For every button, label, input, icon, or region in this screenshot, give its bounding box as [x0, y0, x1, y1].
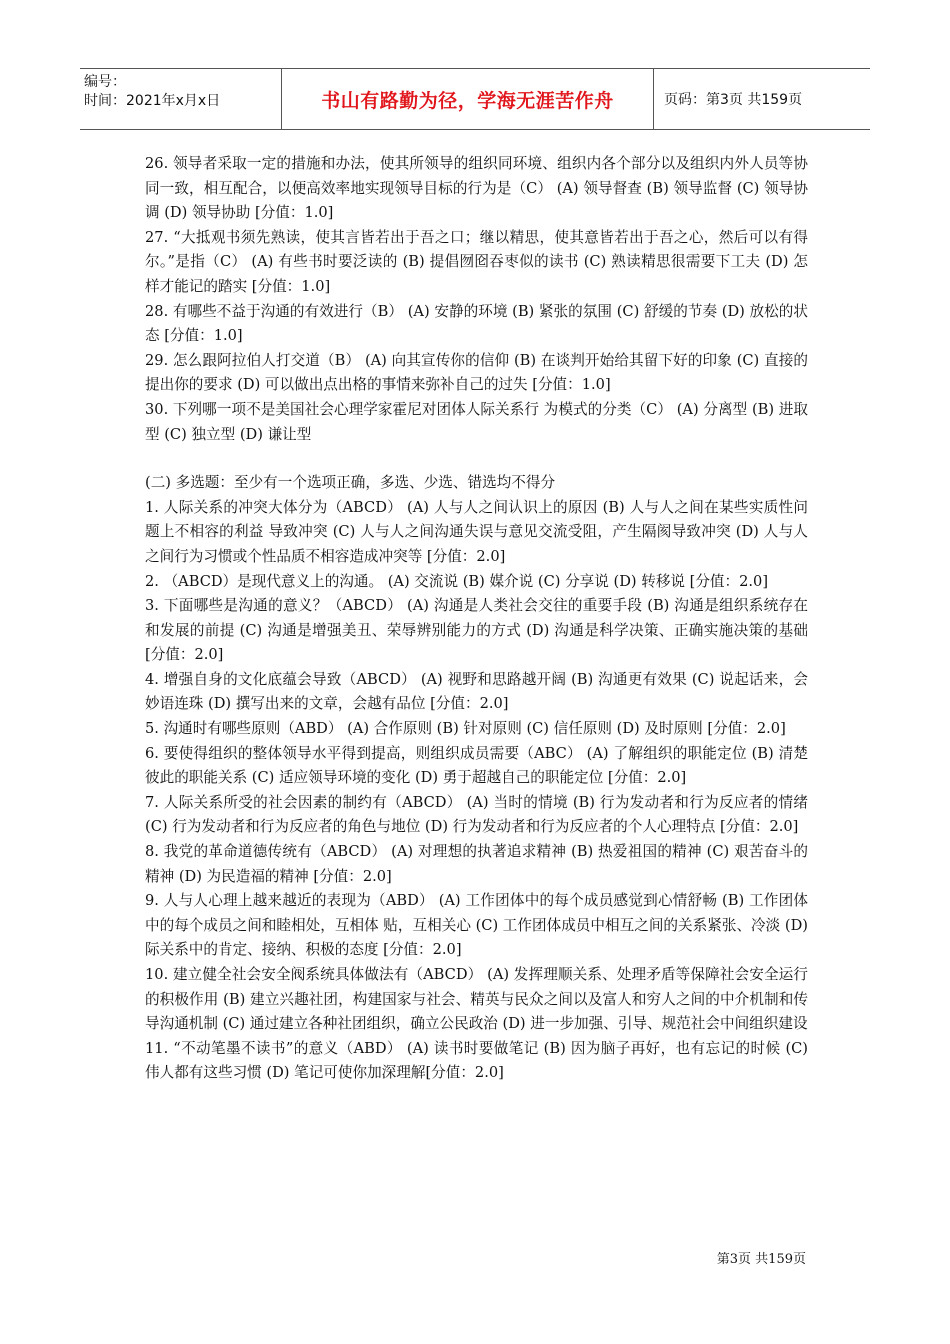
section-spacer [145, 447, 808, 471]
question-28: 28. 有哪些不益于沟通的有效进行（B） (A) 安静的环境 (B) 紧张的氛围 (C) 舒缓的节奏 (D) 放松的状态 [分值：1.0] [145, 302, 808, 345]
multi-question-8: 8. 我党的革命道德传统有（ABCD） (A) 对理想的执著追求精神 (B) 热爱祖国的精神 (C) 艰苦奋斗的精神 (D) 为民造福的精神 [分值：2.0] [145, 843, 808, 885]
multi-question-2: 2. （ABCD）是现代意义上的沟通。 (A) 交流说 (B) 媒介说 (C) 分享说 (D) 转移说 [分值：2.0] [145, 572, 769, 590]
multi-question-5: 5. 沟通时有哪些原则（ABD） (A) 合作原则 (B) 针对原则 (C) 信任原则 (D) 及时原则 [分值：2.0] [145, 720, 786, 738]
multi-question-11: 11. “不动笔墨不读书”的意义（ABD） (A) 读书时要做笔记 (B) 因为脑子再好，也有忘记的时候 (C) 伟人都有这些习惯 (D) 笔记可使你加深理解[分值：2.0] [145, 1039, 808, 1082]
multi-question-9: 9. 人与人心理上越来越近的表现为（ABD） (A) 工作团体中的每个成员感觉到心情舒畅 (B) 工作团体中的每个成员之间和睦相处，互相体 贴，互相关心 (C) 工作团体成员中相互之间的关系紧张、冷淡 (D) 际关系中的肯定、接纳、积极的态度 [分值：2.0] [145, 892, 808, 959]
header-meta [80, 69, 282, 129]
question-26: 26. 领导者采取一定的措施和办法，使其所领导的组织同环境、组织内各个部分以及组织内外人员等协同一致，相互配合，以便高效率地实现领导目标的行为是（C） (A) 领导督查 (B) 领导监督 (C) 领导协调 (D) 领导协助 [分值：1.0] [145, 155, 808, 222]
question-30: 30. 下列哪一项不是美国社会心理学家霍尼对团体人际关系行 为模式的分类（C） (A) 分离型 (B) 进取型 (C) 独立型 (D) 谦让型 [145, 400, 808, 443]
question-29: 29. 怎么跟阿拉伯人打交道（B） (A) 向其宣传你的信仰 (B) 在谈判开始给其留下好的印象 (C) 直接的提出你的要求 (D) 可以做出点出格的事情来弥补自己的过失 [分值：1.0] [145, 351, 808, 394]
header-motto: 书山有路勤为径，学海无涯苦作舟 [282, 69, 654, 129]
page-footer: 第3页 共159页 [716, 1252, 806, 1267]
multi-question-4: 4. 增强自身的文化底蕴会导致（ABCD） (A) 视野和思路越开阔 (B) 沟通更有效果 (C) 说起话来，会妙语连珠 (D) 撰写出来的文章，会越有品位 [分值：2.0] [145, 670, 808, 713]
section-title-multi-choice: (二) 多选题：至少有一个选项正确，多选、少选、错选均不得分 [145, 474, 556, 492]
multi-question-6: 6. 要使得组织的整体领导水平得到提高，则组织成员需要（ABC） (A) 了解组织的职能定位 (B) 清楚彼此的职能关系 (C) 适应领导环境的变化 (D) 勇于超越自己的职能定位 [分值：2.0] [145, 744, 808, 787]
page-header [80, 68, 870, 130]
multi-question-7: 7. 人际关系所受的社会因素的制约有（ABCD） (A) 当时的情境 (B) 行为发动者和行为反应者的情绪 (C) 行为发动者和行为反应者的角色与地位 (D) 行为发动者和行为反应者的个人心理特点 [分值：2.0] [145, 793, 808, 836]
header-page-info: 页码：第3页 共159页 [664, 92, 803, 108]
multi-question-3: 3. 下面哪些是沟通的意义？（ABCD） (A) 沟通是人类社会交往的重要手段 (B) 沟通是组织系统存在和发展的前提 (C) 沟通是增强美丑、荣辱辨别能力的方式 (D) 沟通是科学决策、正确实施决策的基础 [分值：2.0] [145, 597, 808, 664]
doc-number-label: 编号： [84, 74, 126, 90]
document-body [145, 152, 808, 1086]
multi-question-10: 10. 建立健全社会安全阀系统具体做法有（ABCD） (A) 发挥理顺关系、处理矛盾等保障社会安全运行的积极作用 (B) 建立兴趣社团，构建国家与社会、精英与民众之间以及富人和穷人之间的中介机制和传导沟通机制 (C) 通过建立各种社团组织，确立公民政治 (D) 进一步加强、引导、规范社会中间组织建设 [145, 966, 808, 1033]
doc-date: 时间：2021年x月x日 [84, 93, 221, 109]
question-27: 27. “大抵观书须先熟读，使其言皆若出于吾之口；继以精思，使其意皆若出于吾之心，然后可以有得尔。”是指（C） (A) 有些书时要泛读的 (B) 提倡囫囵吞枣似的读书 (C) 熟读精思很需要下工夫 (D) 怎样才能记的踏实 [分值：1.0] [145, 228, 808, 295]
multi-question-1: 1. 人际关系的冲突大体分为（ABCD） (A) 人与人之间认识上的原因 (B) 人与人之间在某些实质性问题上不相容的利益 导致冲突 (C) 人与人之间沟通失误与意见交流受阻，产生隔阂导致冲突 (D) 人与人之间行为习惯或个性品质不相容造成冲突等 [分值：2.0] [145, 498, 808, 565]
